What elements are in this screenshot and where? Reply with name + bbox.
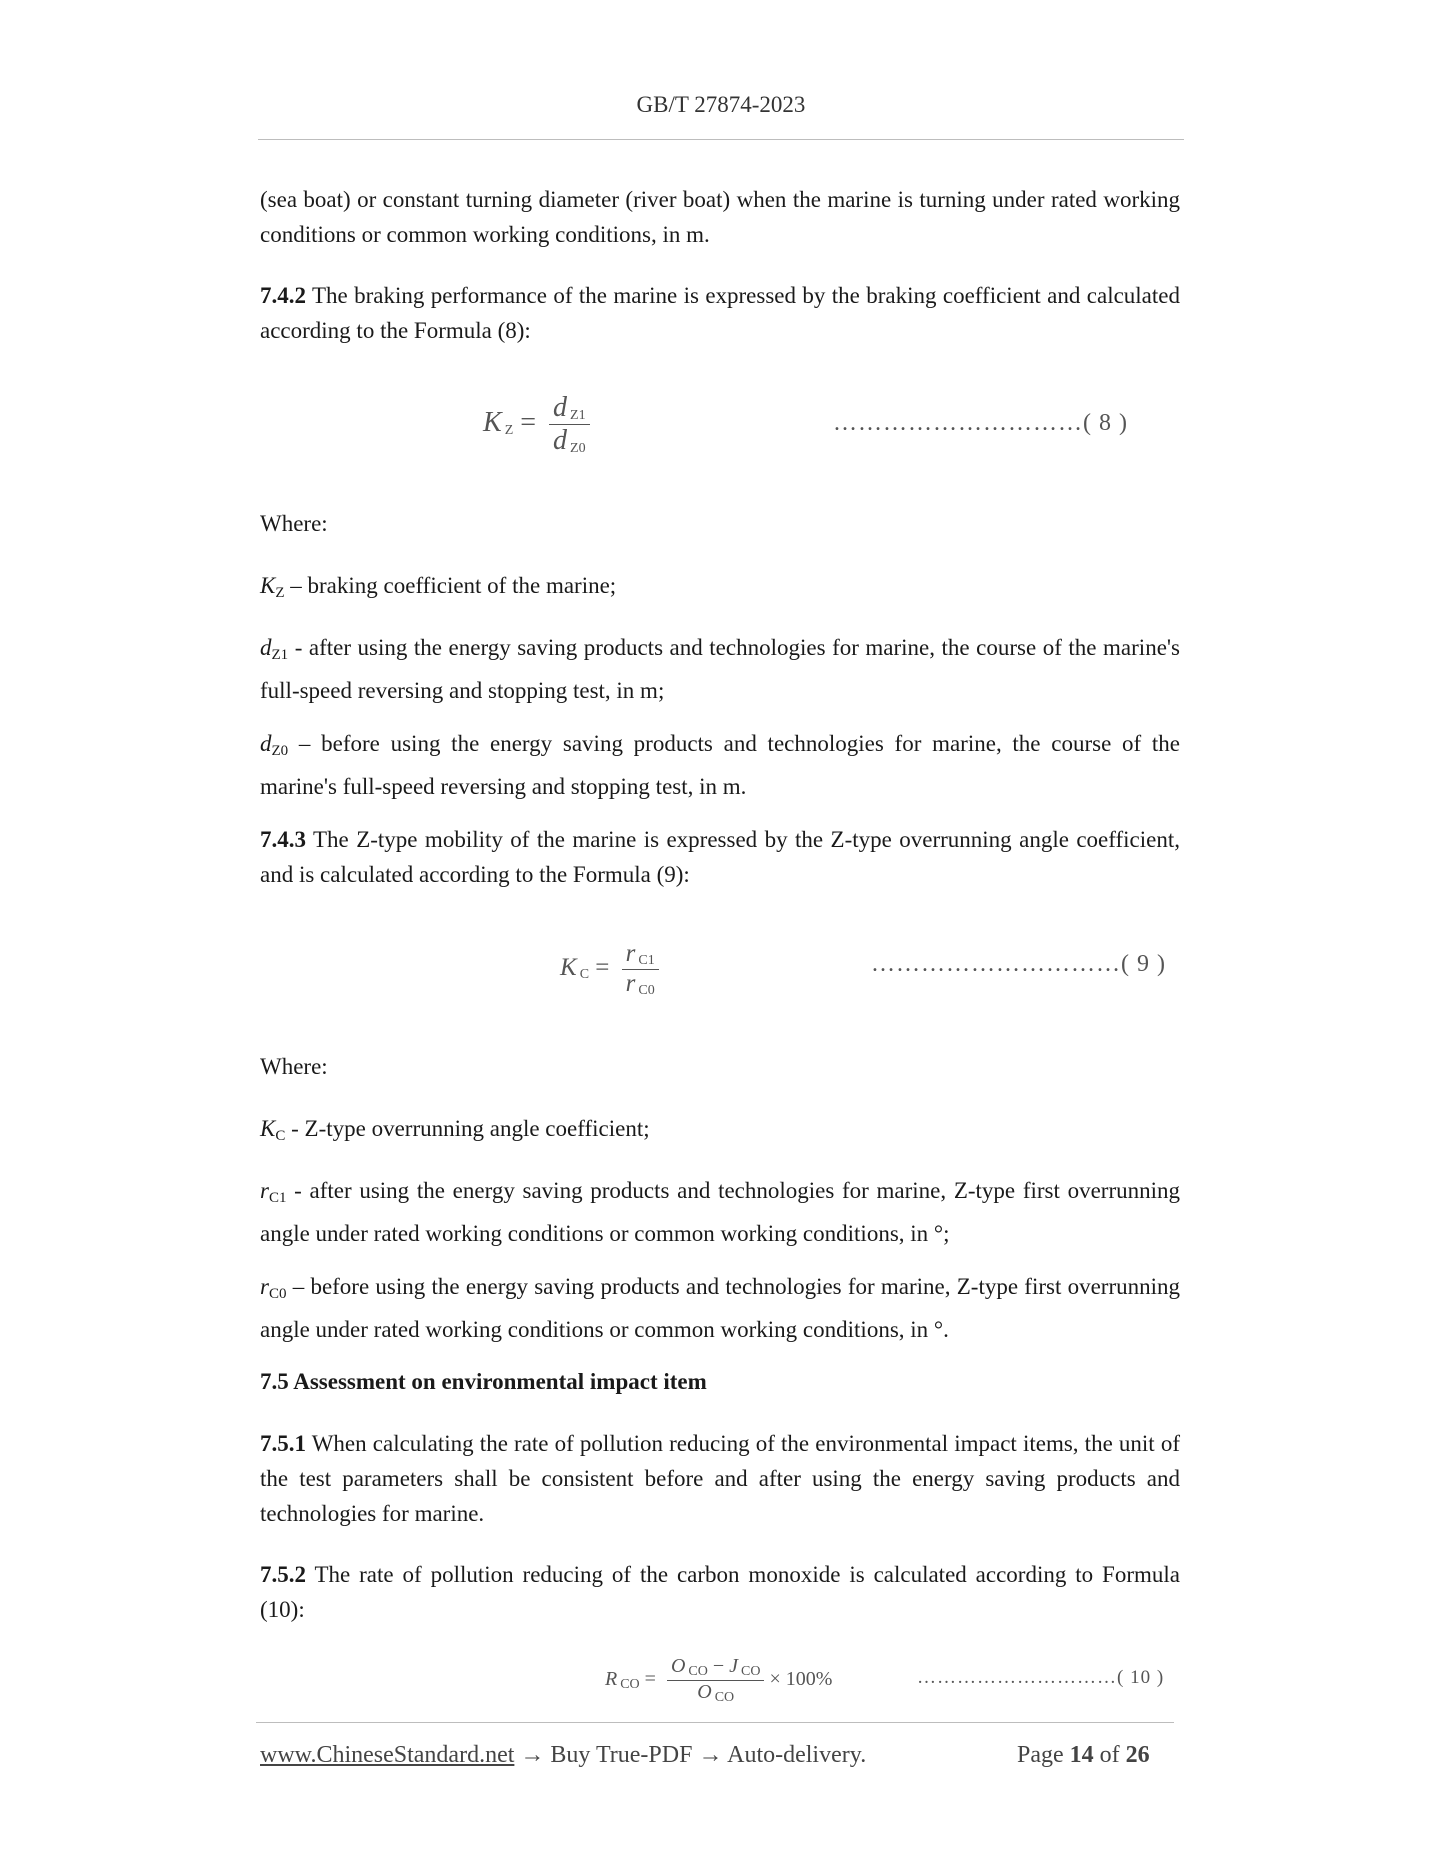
formula-10: R CO = $\frac{\text{O CO − J CO}}{\text{O CO}}$ × 100% <box>605 1655 833 1705</box>
clause-text: The Z-type mobility of the marine is expressed by the Z-type overrunning angle coefficient, and is calculated according to the Formula (9): <box>260 827 1180 887</box>
continued-paragraph: (sea boat) or constant turning diameter (river boat) when the marine is turning under rated working conditions or common working conditions, in m. <box>260 187 1180 247</box>
symbol: d <box>260 731 272 756</box>
footer-tagline: → Buy True-PDF → Auto-delivery. <box>514 1742 867 1768</box>
symbol: K <box>260 573 276 598</box>
website-link[interactable]: www.ChineseStandard.net <box>260 1742 515 1768</box>
current-page: 14 <box>1069 1742 1094 1768</box>
formula-8-number: …………………………( 8 ) <box>833 410 1128 436</box>
definition-rc0: $r_{C0}$ – before using the energy saving products and technologies for marine, Z-type first overrunning angle under rated working conditions or common working conditions, in °. <box>260 1274 1180 1342</box>
definition-dz1: $d_{Z1}$ - after using the energy saving products and technologies for marine, the course of the marine's full-speed reversing and stopping test, in m; <box>260 635 1180 703</box>
formula-10-number: …………………………( 10 ) <box>917 1667 1165 1688</box>
definition-kc: $K_C$ - Z-type overrunning angle coefficient; <box>260 1116 650 1144</box>
definition-kz: $K_Z$ – braking coefficient of the marine; <box>260 573 617 601</box>
clause-number: 7.4.2 <box>260 283 306 308</box>
footer-promo <box>260 1742 866 1769</box>
formula-9: K C = $\frac{\text{r C1}}{\text{r C0}}$ <box>560 940 659 999</box>
symbol: K <box>260 1116 276 1141</box>
symbol: r <box>260 1274 269 1299</box>
definition-dz0: $d_{Z0}$ – before using the energy saving products and technologies for marine, the course of the marine's full-speed reversing and stopping test, in m. <box>260 731 1180 799</box>
header-rule <box>258 139 1184 140</box>
clause-7-4-3 <box>260 822 1180 892</box>
clause-text: When calculating the rate of pollution reducing of the environmental impact items, the unit of the test parameters shall be consistent before and after using the energy saving products and technologies for marine. <box>260 1431 1180 1526</box>
clause-number: 7.5.1 <box>260 1431 306 1456</box>
page-counter: Page 14 of 26 <box>1017 1742 1150 1768</box>
clause-text: The rate of pollution reducing of the carbon monoxide is calculated according to Formula (10): <box>260 1562 1180 1622</box>
formula-9-number: …………………………( 9 ) <box>871 951 1166 977</box>
section-heading-7-5: 7.5 Assessment on environmental impact item <box>260 1369 707 1394</box>
where-label: Where: <box>260 511 328 536</box>
clause-number: 7.4.3 <box>260 827 306 852</box>
footer-rule <box>256 1722 1174 1723</box>
fraction: $\frac{\text{O CO − J CO}}{\text{O CO}}$ <box>667 1655 765 1706</box>
formula-8: K Z = $\frac{\text{d Z1}}{\text{d Z0}}$ <box>483 392 590 457</box>
fraction: $\frac{\text{r C1}}{\text{r C0}}$ <box>622 940 659 999</box>
symbol: r <box>260 1178 269 1203</box>
clause-number: 7.5.2 <box>260 1562 306 1587</box>
clause-7-4-2 <box>260 278 1180 348</box>
document-code-header: GB/T 27874-2023 <box>636 92 806 117</box>
fraction: $\frac{\text{d Z1}}{\text{d Z0}}$ <box>549 392 590 457</box>
definition-rc1: $r_{C1}$ - after using the energy saving products and technologies for marine, Z-type first overrunning angle under rated working conditions or common working conditions, in °; <box>260 1178 1180 1246</box>
clause-7-5-2 <box>260 1557 1180 1627</box>
where-label: Where: <box>260 1054 328 1079</box>
clause-text: The braking performance of the marine is expressed by the braking coefficient and calculated according to the Formula (8): <box>260 283 1180 343</box>
clause-7-5-1 <box>260 1426 1180 1531</box>
symbol: d <box>260 635 272 660</box>
total-pages: 26 <box>1125 1742 1150 1768</box>
